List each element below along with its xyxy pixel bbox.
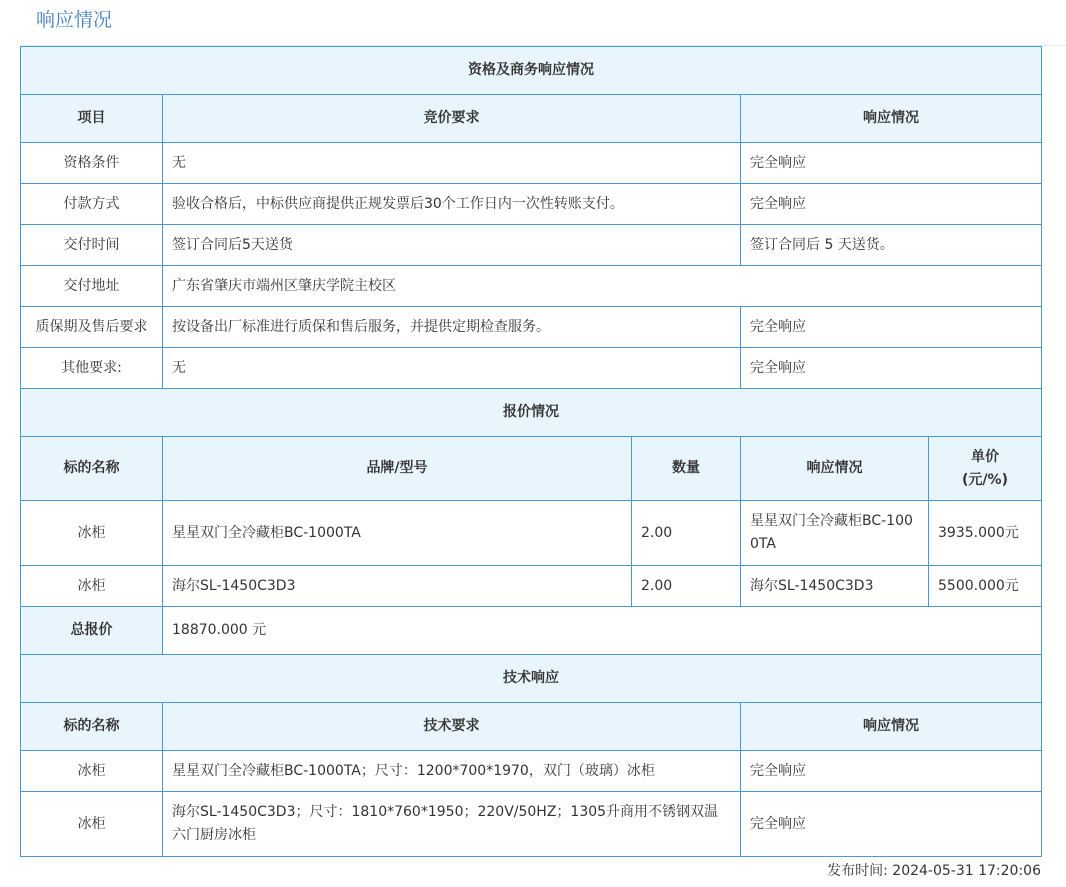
response-cell: 星星双门全冷藏柜BC-1000TA (741, 501, 929, 566)
table-row (21, 266, 1042, 307)
table-row (21, 225, 1042, 266)
tech-requirement-cell: 星星双门全冷藏柜BC-1000TA；尺寸：1200*700*1970，双门（玻璃）冰柜 (163, 751, 741, 792)
table-row (21, 566, 1042, 607)
section-header-row (21, 655, 1042, 703)
unit-price-cell: 3935.000元 (929, 501, 1042, 566)
header-item: 项目 (21, 95, 163, 143)
header-quantity: 数量 (632, 437, 741, 501)
header-response: 响应情况 (741, 437, 929, 501)
requirement-cell: 广东省肇庆市端州区肇庆学院主校区 (163, 266, 1042, 307)
header-tech-requirement: 技术要求 (163, 703, 741, 751)
response-cell: 签订合同后 5 天送货。 (741, 225, 1042, 266)
response-cell: 完全响应 (741, 792, 1042, 857)
total-value: 18870.000 元 (163, 607, 1042, 655)
section-title-quote: 报价情况 (21, 389, 1042, 437)
header-requirement: 竞价要求 (163, 95, 741, 143)
requirement-cell: 无 (163, 143, 741, 184)
unit-price-unit: (元/%) (962, 471, 1008, 488)
table-row (21, 751, 1042, 792)
table-row (21, 184, 1042, 225)
item-cell: 付款方式 (21, 184, 163, 225)
item-cell: 其他要求: (21, 348, 163, 389)
header-response: 响应情况 (741, 95, 1042, 143)
section-header-row (21, 389, 1042, 437)
publish-label: 发布时间: (827, 863, 888, 879)
item-cell: 质保期及售后要求 (21, 307, 163, 348)
table-row (21, 143, 1042, 184)
response-cell: 完全响应 (741, 751, 1042, 792)
response-cell: 完全响应 (741, 184, 1042, 225)
requirement-cell: 按设备出厂标准进行质保和售后服务，并提供定期检查服务。 (163, 307, 741, 348)
section-header-row (21, 47, 1042, 95)
section-title-qualification: 资格及商务响应情况 (21, 47, 1042, 95)
response-cell: 完全响应 (741, 307, 1042, 348)
name-cell: 冰柜 (21, 566, 163, 607)
response-table (20, 46, 1042, 857)
unit-price-cell: 5500.000元 (929, 566, 1042, 607)
section-title-technical: 技术响应 (21, 655, 1042, 703)
tech-requirement-cell: 海尔SL-1450C3D3；尺寸：1810*760*1950；220V/50HZ；1305升商用不锈钢双温六门厨房冰柜 (163, 792, 741, 857)
table-row (21, 792, 1042, 857)
publish-time (827, 861, 1041, 881)
total-row (21, 607, 1042, 655)
response-cell: 海尔SL-1450C3D3 (741, 566, 929, 607)
unit-price-label: 单价 (971, 448, 999, 465)
brand-model-cell: 星星双门全冷藏柜BC-1000TA (163, 501, 632, 566)
name-cell: 冰柜 (21, 751, 163, 792)
column-header-row (21, 703, 1042, 751)
table-row (21, 307, 1042, 348)
quantity-cell: 2.00 (632, 501, 741, 566)
requirement-cell: 签订合同后5天送货 (163, 225, 741, 266)
item-cell: 交付地址 (21, 266, 163, 307)
item-cell: 资格条件 (21, 143, 163, 184)
table-row (21, 348, 1042, 389)
requirement-cell: 验收合格后，中标供应商提供正规发票后30个工作日内一次性转账支付。 (163, 184, 741, 225)
brand-model-cell: 海尔SL-1450C3D3 (163, 566, 632, 607)
response-cell: 完全响应 (741, 143, 1042, 184)
total-label: 总报价 (21, 607, 163, 655)
requirement-cell: 无 (163, 348, 741, 389)
column-header-row (21, 437, 1042, 501)
name-cell: 冰柜 (21, 501, 163, 566)
page-title: 响应情况 (36, 9, 113, 31)
header-response: 响应情况 (741, 703, 1042, 751)
publish-timestamp: 2024-05-31 17:20:06 (892, 863, 1041, 879)
header-brand-model: 品牌/型号 (163, 437, 632, 501)
header-name: 标的名称 (21, 703, 163, 751)
header-unit-price (929, 437, 1042, 501)
quantity-cell: 2.00 (632, 566, 741, 607)
header-name: 标的名称 (21, 437, 163, 501)
item-cell: 交付时间 (21, 225, 163, 266)
column-header-row (21, 95, 1042, 143)
response-cell: 完全响应 (741, 348, 1042, 389)
table-row (21, 501, 1042, 566)
name-cell: 冰柜 (21, 792, 163, 857)
